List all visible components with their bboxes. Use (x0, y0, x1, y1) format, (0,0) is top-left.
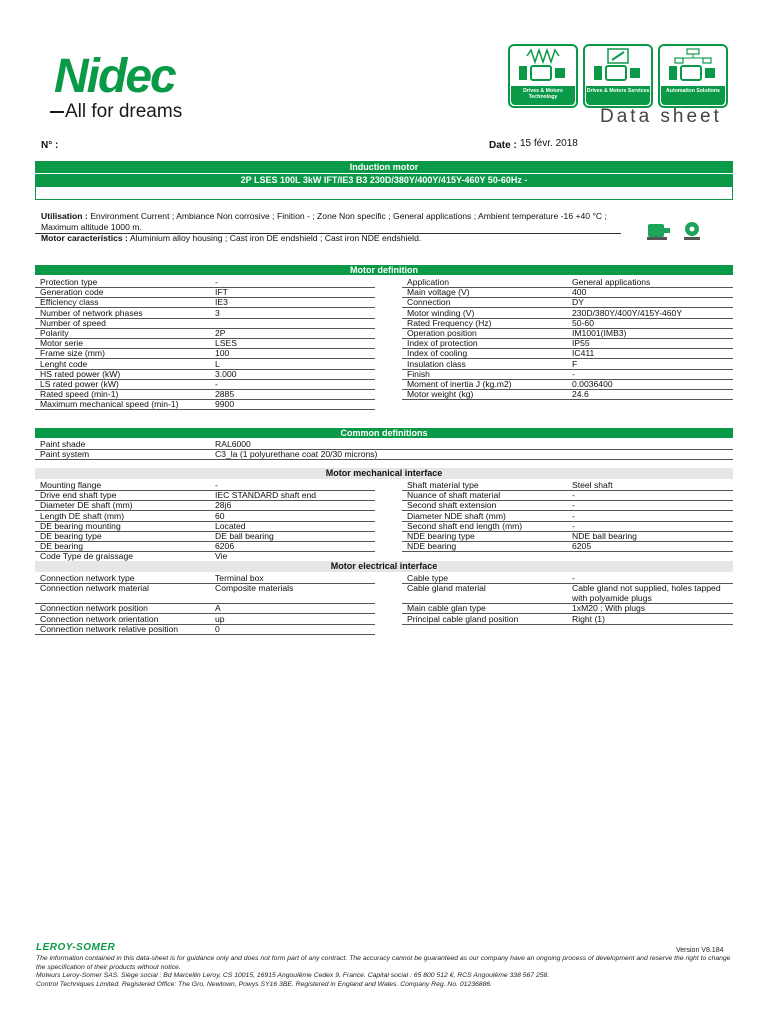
row-value: RAL6000 (215, 439, 251, 449)
row-value: 230D/380Y/400Y/415Y-460Y (572, 307, 683, 318)
row-label: Diameter NDE shaft (mm) (407, 510, 506, 521)
row-label: Connection network relative position (40, 623, 179, 634)
row-label: Shaft material type (407, 480, 479, 490)
footer-text: The information contained in this data-sheet is for guidance only and does not form part of any contract. The accuracy cannot be guaranteed as our company have an ongoing process of development and reserve the right to change the specification of their products without notice. Moteurs Leroy-Somer SAS. Siège social : Bd Marcellin Leroy, CS 10015, 16915 Angoulême Cedex 9, France. Capital social : 65 800 512 €, RCS Angoulême 338 567 258. Control Techniques Limited. Registered Office: The Gro, Newtown, Powys SY16 3BE. Registered in England and Wales. Company Reg. No. 01236886. (36, 955, 731, 988)
service-automation-solutions: Automation Solutions (658, 44, 728, 108)
row-label: Drive end shaft type (40, 490, 117, 501)
row-value: IC411 (572, 348, 595, 359)
row-value: Located (215, 520, 246, 531)
section-mechanical-interface: Motor mechanical interface (35, 468, 733, 479)
row-value: DY (572, 297, 584, 308)
table-row (35, 399, 375, 410)
row-value: 3.000 (215, 368, 237, 379)
service-drives-motors-technology: Drives & Motors Technology (508, 44, 578, 108)
row-value: Steel shaft (572, 480, 613, 490)
tool-motor-icon (588, 48, 648, 84)
row-label: Diameter DE shaft (mm) (40, 500, 133, 511)
row-label: Application (407, 277, 450, 287)
row-label: Connection network position (40, 603, 148, 614)
row-label: Code Type de graissage (40, 551, 134, 562)
table-row (402, 614, 733, 625)
product-designation-bar: 2P LSES 100L 3kW IFT/IE3 B3 230D/380Y/400Y/415Y-460Y 50-60Hz - (35, 174, 733, 186)
row-value: LSES (215, 338, 237, 349)
row-value: Composite materials (215, 583, 294, 594)
row-value: Right (1) (572, 613, 605, 624)
row-label: Second shaft extension (407, 500, 497, 511)
row-value: 2P (215, 328, 226, 338)
row-label: Frame size (mm) (40, 348, 105, 359)
row-label: NDE bearing (407, 541, 457, 552)
row-label: Connection (407, 297, 451, 308)
row-value: - (215, 480, 218, 490)
row-label: Second shaft end length (mm) (407, 520, 523, 531)
svg-text:Nidec: Nidec (54, 52, 175, 100)
row-value: Terminal box (215, 573, 264, 583)
row-label: DE bearing (40, 541, 83, 552)
row-value: 28j6 (215, 500, 232, 511)
row-label: Connection network orientation (40, 613, 159, 624)
row-label: Motor winding (V) (407, 307, 475, 318)
row-value: 3 (215, 307, 220, 318)
row-label: Generation code (40, 287, 104, 298)
row-value: General applications (572, 277, 651, 287)
date-value: 15 févr. 2018 (520, 138, 578, 149)
row-label: Paint shade (40, 439, 86, 449)
row-label: DE bearing mounting (40, 520, 121, 531)
row-label: Cable gland material (407, 583, 486, 594)
utilisation-text: Utilisation : Environment Current ; Ambiance Non corrosive ; Finition - ; Zone Non specific ; General applications ; Ambient temperature -16 +40 °C ; Maximum altitude 1000 m. (41, 211, 607, 232)
row-value: - (572, 510, 575, 521)
motor-icon (646, 220, 672, 242)
row-value: F (572, 358, 578, 369)
date-label: Date : (489, 140, 517, 151)
table-row (35, 449, 733, 460)
row-value: IE3 (215, 297, 228, 308)
row-label: Nuance of shaft material (407, 490, 501, 501)
product-category-bar: Induction motor (35, 161, 733, 173)
row-value: Cable gland not supplied, holes tapped with polyamide plugs (572, 583, 721, 604)
row-label: Moment of inertia J (kg.m2) (407, 379, 512, 389)
row-label: Rated speed (min-1) (40, 389, 119, 400)
row-label: Principal cable gland position (407, 613, 519, 624)
row-value: IP55 (572, 338, 590, 349)
row-value: A (215, 603, 221, 614)
leroy-somer-logo: LEROY-SOMER (36, 942, 116, 953)
row-value: - (572, 368, 575, 379)
row-label: Main cable glan type (407, 603, 486, 614)
nidec-logo (52, 52, 227, 100)
row-label: Index of cooling (407, 348, 468, 359)
product-empty-row (35, 186, 733, 200)
row-value: 100 (215, 348, 230, 359)
row-value: C3_la (1 polyurethane coat 20/30 microns) (215, 449, 378, 460)
table-row (402, 541, 733, 552)
row-label: Insulation class (407, 358, 466, 369)
row-label: DE bearing type (40, 531, 102, 541)
row-value: 1xM20 ; With plugs (572, 603, 646, 614)
row-value: - (215, 277, 218, 287)
row-label: Lenght code (40, 358, 88, 369)
row-label: Maximum mechanical speed (min-1) (40, 399, 179, 410)
row-label: Main voltage (V) (407, 287, 470, 298)
row-label: Motor serie (40, 338, 83, 349)
row-value: 6205 (572, 541, 592, 552)
row-value: DE ball bearing (215, 531, 274, 541)
network-motor-icon (663, 48, 723, 84)
table-row (35, 583, 375, 604)
row-value: IFT (215, 287, 228, 298)
row-value: 60 (215, 510, 225, 521)
table-row (35, 624, 375, 635)
row-label: NDE bearing type (407, 531, 475, 541)
row-value: L (215, 358, 220, 369)
row-label: Paint system (40, 449, 90, 460)
waveform-motor-icon (513, 48, 573, 84)
row-label: Rated Frequency (Hz) (407, 317, 492, 328)
service-drives-motors-services: Drives & Motors Services (583, 44, 653, 108)
row-value: 50-60 (572, 317, 594, 328)
row-value: 0 (215, 623, 220, 634)
row-value: 6206 (215, 541, 235, 552)
row-label: LS rated power (kW) (40, 379, 119, 389)
number-label: N° : (41, 140, 59, 151)
row-value: 400 (572, 287, 587, 298)
row-label: Mounting flange (40, 480, 102, 490)
row-value: - (572, 490, 575, 501)
row-value: 24.6 (572, 389, 589, 400)
row-label: Length DE shaft (mm) (40, 510, 125, 521)
row-value: - (572, 573, 575, 583)
motor-front-icon (680, 220, 704, 242)
row-label: Number of speed (40, 317, 106, 328)
version-label: Version V8.184 (676, 947, 724, 954)
tagline: All for dreams (50, 101, 182, 123)
row-value: - (572, 500, 575, 511)
section-common-definitions: Common definitions (35, 428, 733, 438)
row-value: 9900 (215, 399, 235, 410)
row-label: Connection network type (40, 573, 135, 583)
characteristics-text: Motor caracteristics : Aluminium alloy housing ; Cast iron DE endshield ; Cast iron NDE endshield. (41, 233, 422, 243)
section-electrical-interface: Motor electrical interface (35, 561, 733, 572)
table-row (402, 389, 733, 400)
table-row (402, 583, 733, 604)
row-label: Operation position (407, 328, 477, 338)
row-value: - (572, 520, 575, 531)
row-label: Connection network material (40, 583, 149, 594)
row-label: Index of protection (407, 338, 478, 349)
section-motor-definition: Motor definition (35, 265, 733, 275)
row-label: Protection type (40, 277, 98, 287)
row-label: HS rated power (kW) (40, 368, 121, 379)
row-value: - (215, 379, 218, 389)
row-value: 2885 (215, 389, 235, 400)
row-value: 0.0036400 (572, 379, 613, 389)
row-label: Polarity (40, 328, 69, 338)
row-label: Finish (407, 368, 430, 379)
row-label: Efficiency class (40, 297, 99, 308)
row-value: IM1001(IMB3) (572, 328, 627, 338)
row-label: Cable type (407, 573, 449, 583)
row-label: Motor weight (kg) (407, 389, 474, 400)
row-value: up (215, 613, 225, 624)
document-title: Data sheet (600, 106, 722, 127)
row-value: Vie (215, 551, 228, 562)
row-value: IEC STANDARD shaft end (215, 490, 317, 501)
row-label: Number of network phases (40, 307, 143, 318)
row-value: NDE ball bearing (572, 531, 637, 541)
